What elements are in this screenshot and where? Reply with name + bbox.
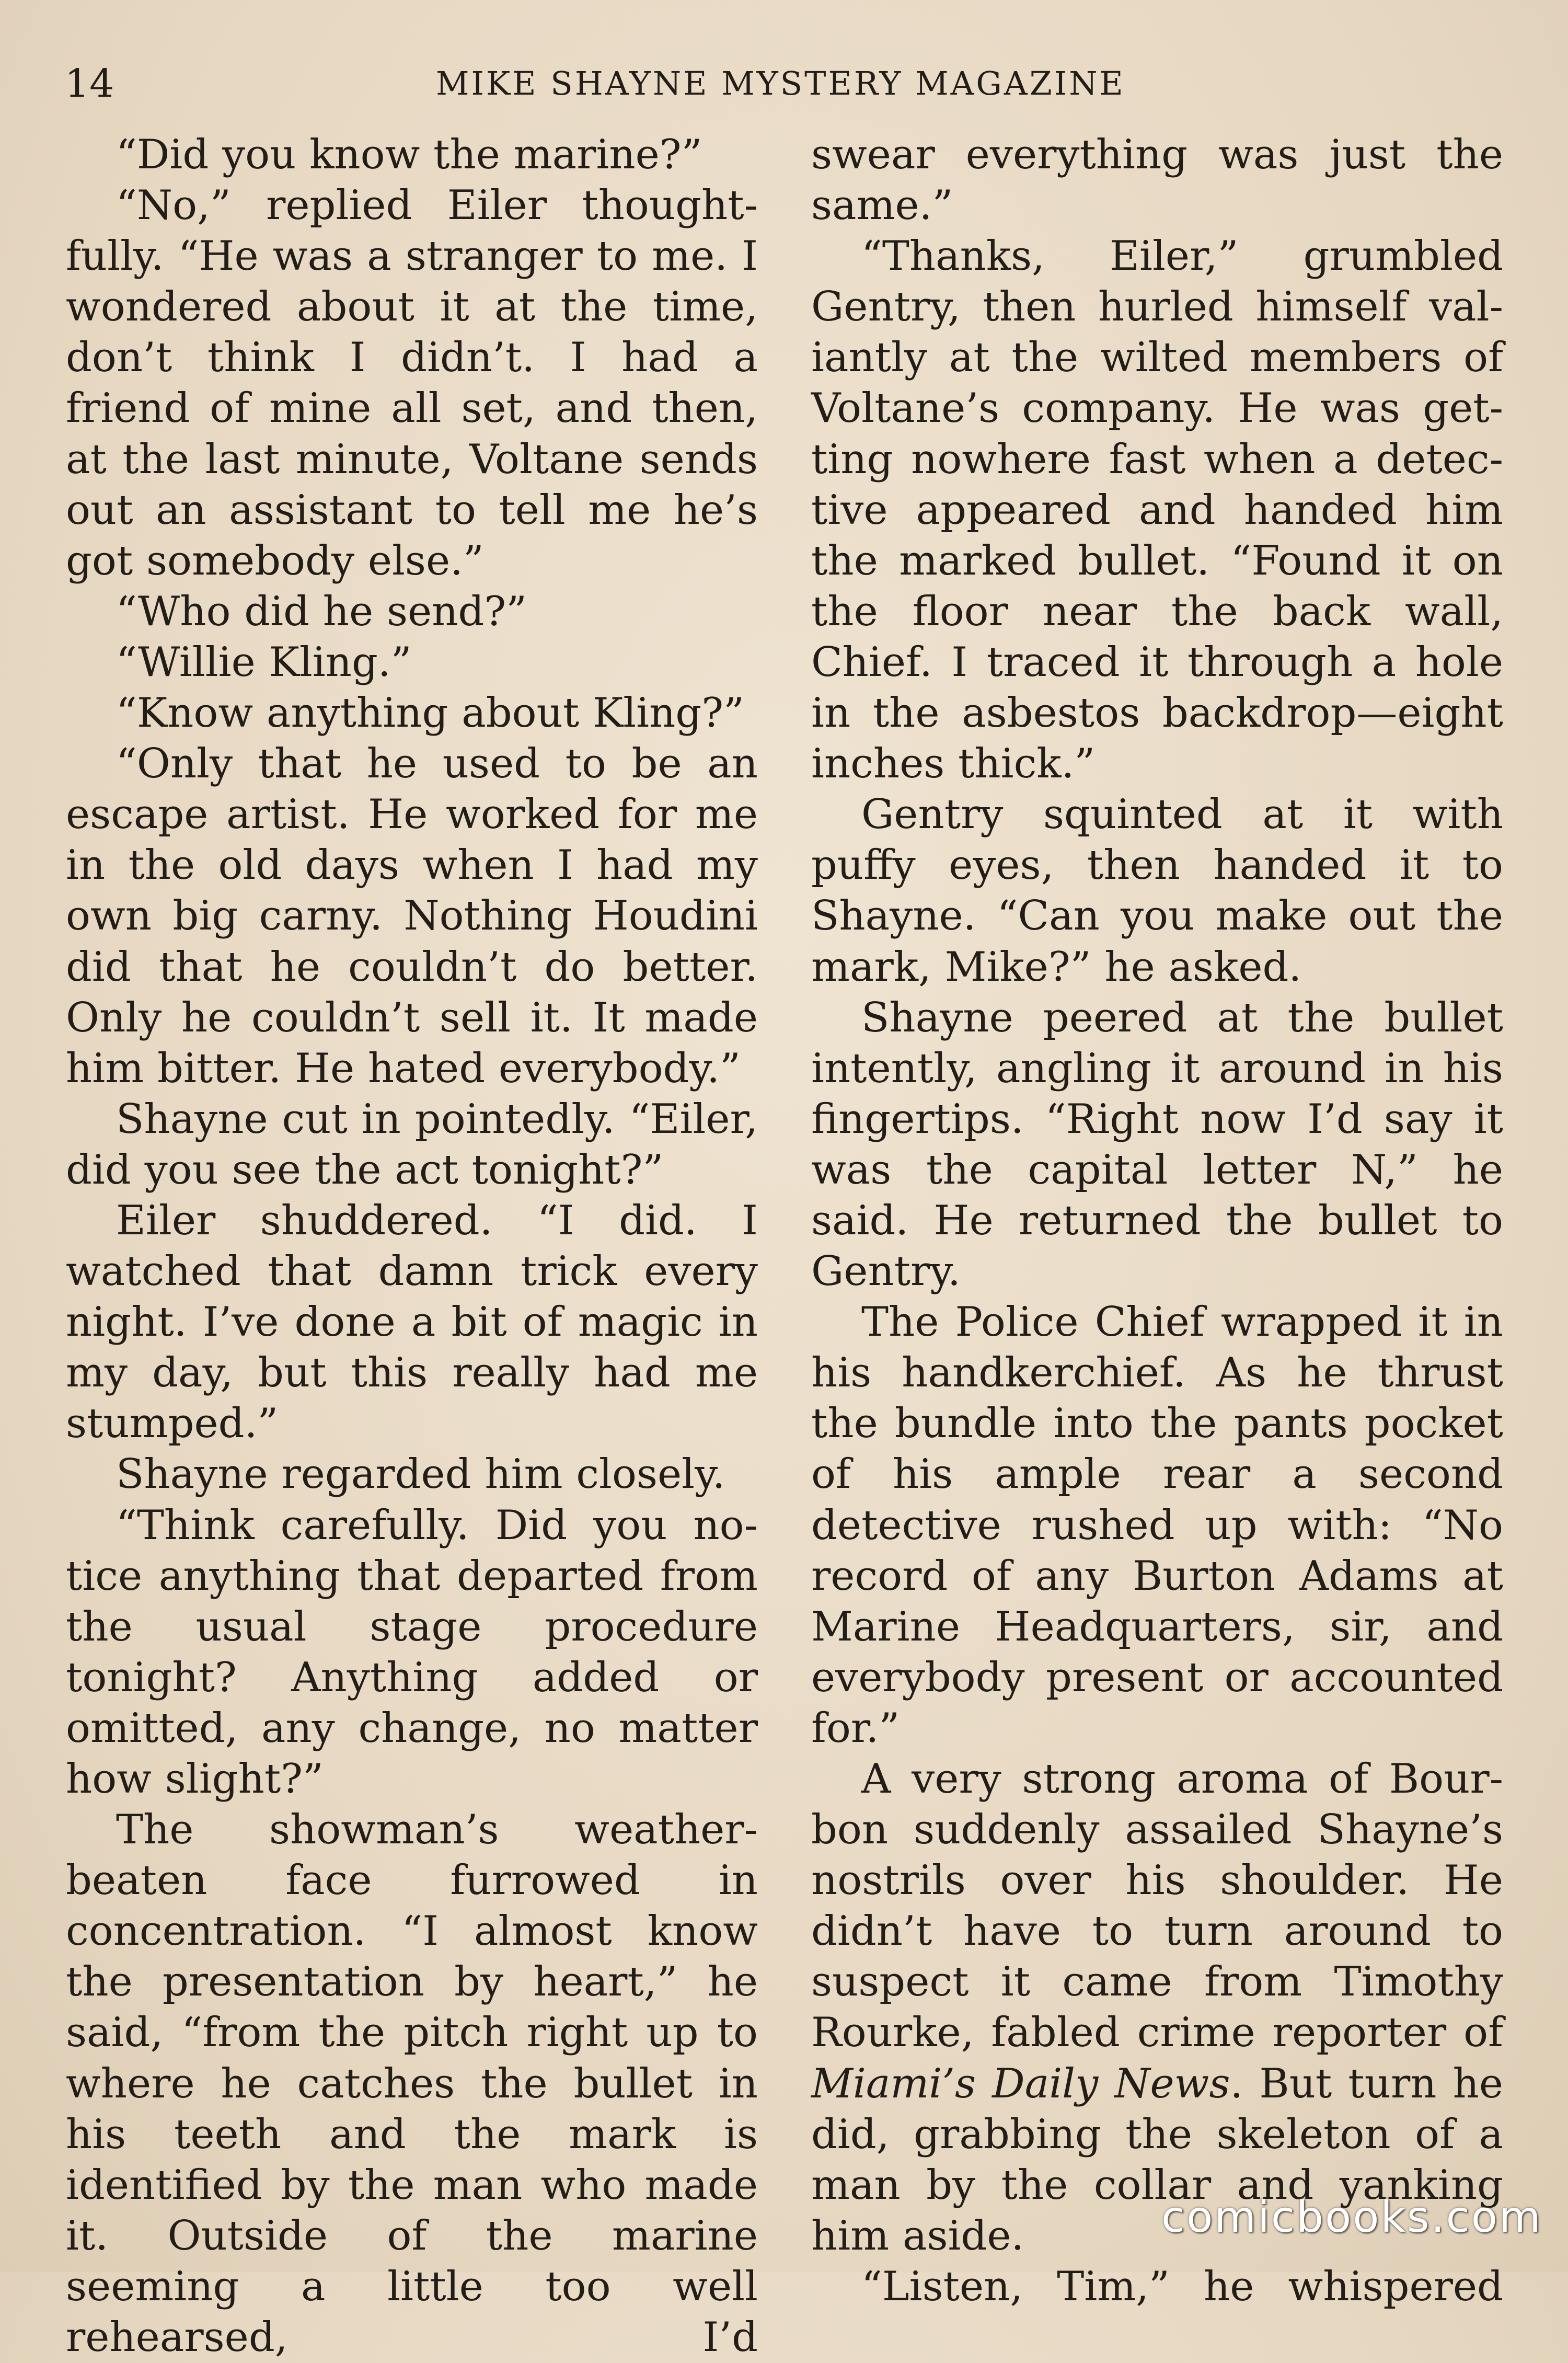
- paragraph: Shayne peered at the bullet intently, angling it around in his fingertips. “Right now I’d say it was the capital letter N,” he said. He returned the bullet to Gentry.: [811, 994, 1503, 1295]
- paragraph: Shayne cut in pointedly. “Eiler, did you see the act tonight?”: [66, 1095, 758, 1194]
- paragraph-text: . But turn he did, grabbing the skeleton of a man by the collar and yanking him aside.: [811, 2060, 1503, 2259]
- paragraph: “Listen, Tim,” he whispered: [861, 2263, 1503, 2310]
- paragraph-text: A very strong aroma of Bourbon suddenly assailed Shayne’s nostrils over his shoulder. He didn’t have to turn around to suspect it came from Timothy Rourke, fabled crime reporter of: [811, 1756, 1503, 2057]
- right-column: [811, 130, 1503, 2312]
- paragraph: Eiler shuddered. “I did. I watched that damn trick every night. I’ve done a bit of magic in my day, but this really had me stumped.”: [66, 1197, 758, 1448]
- paragraph-continuation: swear everything was just the same.”: [811, 131, 1503, 230]
- paragraph: “No,” replied Eiler thoughtfully. “He was a stranger to me. I wondered about it at the time, don’t think I didn’t. I had a friend of mine all set, and then, at the last minute, Voltane sends out an assistant to tell me he’s got somebody else.”: [66, 182, 758, 584]
- watermark: comicbooks.com: [1161, 2193, 1542, 2242]
- paragraph: “Only that he used to be an escape artist. He worked for me in the old days when I had my own big carny. Nothing Houdini did that he couldn’t do better. Only he couldn’t sell it. It made him bitter. He hated everybody.”: [66, 740, 758, 1092]
- page-number: 14: [65, 61, 114, 106]
- paragraph: Gentry squinted at it with puffy eyes, then handed it to Shayne. “Can you make out the mark, Mike?” he asked.: [811, 791, 1503, 991]
- left-column: [66, 130, 758, 2363]
- paragraph: “Know anything about Kling?”: [116, 690, 744, 737]
- paragraph: “Did you know the marine?”: [116, 131, 702, 178]
- newspaper-name: Miami’s Daily News: [811, 2060, 1230, 2107]
- paragraph: The showman’s weather-beaten face furrowed in concentration. “I almost know the presentation by heart,” he said, “from the pitch right up to where he catches the bullet in his teeth and the mark is identified by the man who made it. Outside of the marine seeming a little too well rehearsed, I’d: [66, 1806, 758, 2361]
- paragraph: “Willie Kling.”: [116, 638, 412, 686]
- paragraph: “Who did he send?”: [116, 588, 527, 635]
- paragraph: “Think carefully. Did you notice anything that departed from the usual stage procedure tonight? Anything added or omitted, any change, no matter how slight?”: [66, 1501, 758, 1803]
- page-header: [65, 58, 1507, 110]
- paragraph: The Police Chief wrapped it in his handkerchief. As he thrust the bundle into the pants pocket of his ample rear a second detective rushed up with: “No record of any Burton Adams at Marine Headquarters, sir, and everybody present or accounted for.”: [811, 1299, 1503, 1752]
- paragraph: “Thanks, Eiler,” grumbled Gentry, then hurled himself valiantly at the wilted members of Voltane’s company. He was getting nowhere fast when a detective appeared and handed him the marked bullet. “Found it on the floor near the back wall, Chief. I traced it through a hole in the asbestos backdrop—eight inches thick.”: [811, 233, 1503, 788]
- running-head: MIKE SHAYNE MYSTERY MAGAZINE: [436, 64, 1125, 102]
- paragraph-bourbon: [811, 1754, 1503, 2262]
- paragraph: Shayne regarded him closely.: [116, 1451, 725, 1498]
